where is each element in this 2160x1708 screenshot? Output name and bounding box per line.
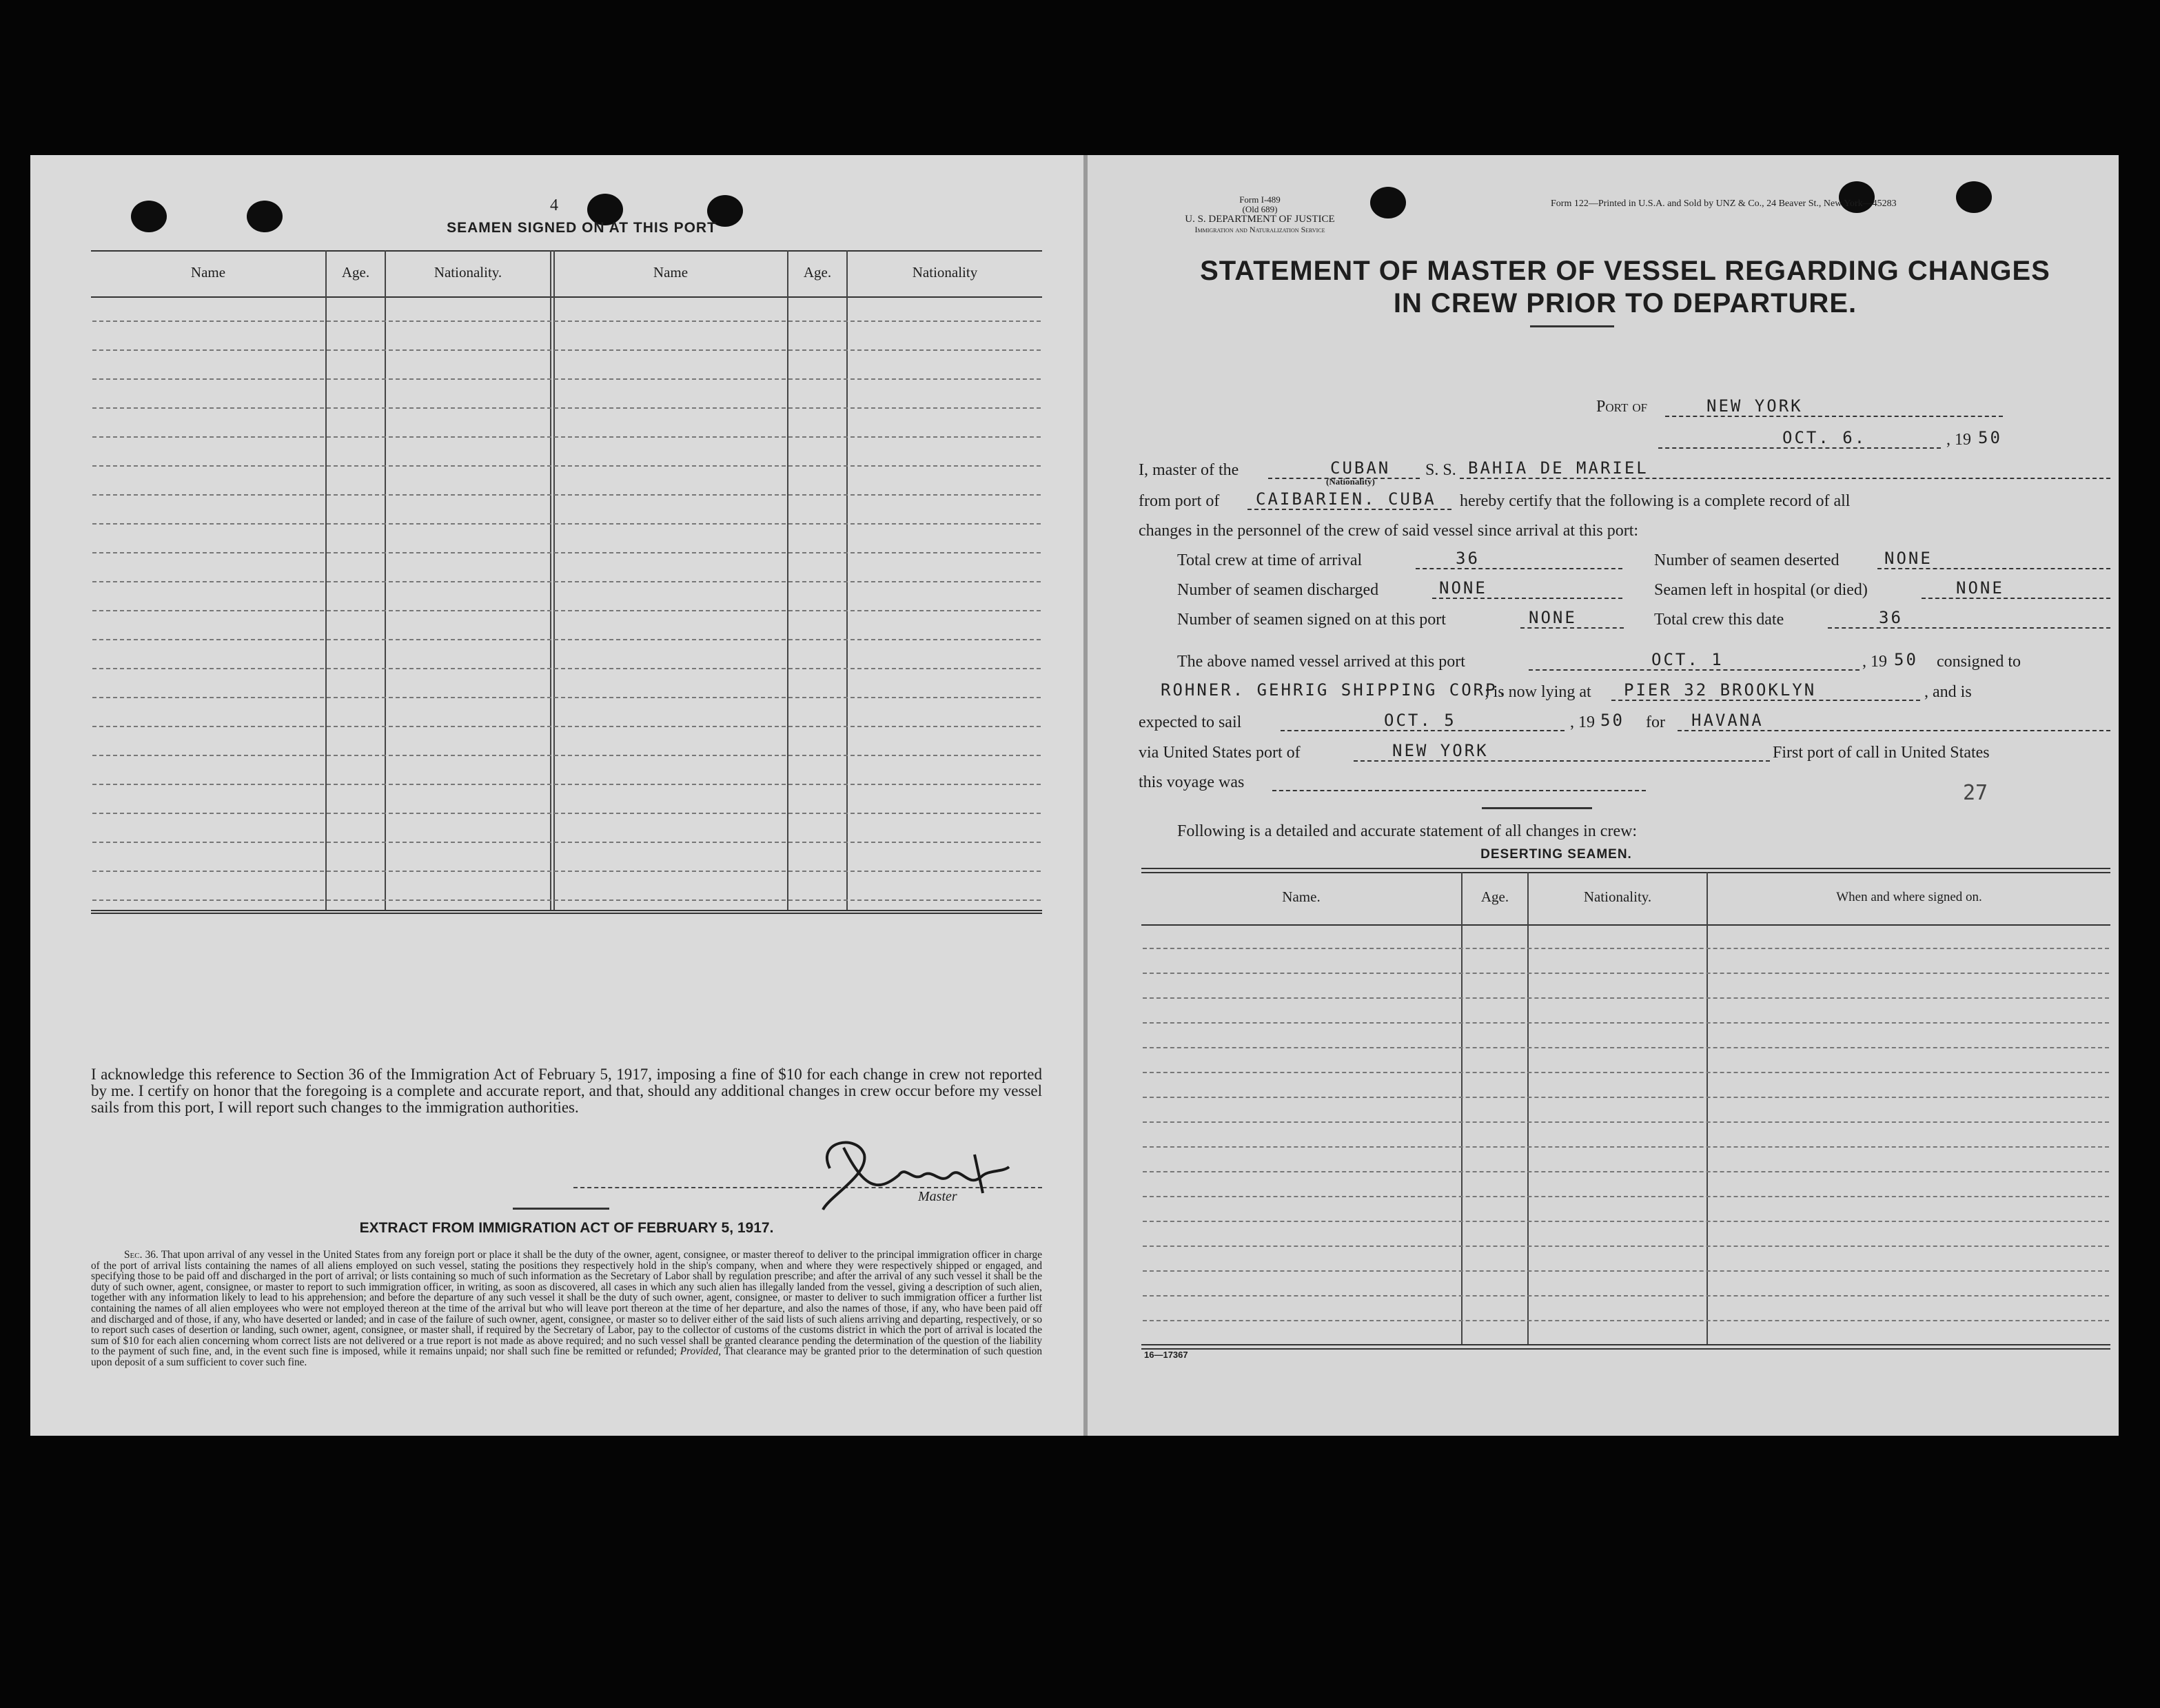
page-number: 4 [550, 196, 558, 214]
table-row [1143, 1246, 2109, 1247]
label-nationality: (Nationality) [1326, 476, 1375, 487]
left-page [30, 155, 1085, 1436]
table-row [1143, 948, 2109, 949]
table-row [92, 321, 1041, 322]
table-row [92, 581, 1041, 582]
table-row [1143, 1022, 2109, 1024]
table-row [92, 610, 1041, 611]
consignee-field[interactable]: ROHNER. GEHRIG SHIPPING CORP. [1161, 680, 1510, 700]
via-port-field[interactable]: NEW YORK [1354, 741, 1770, 762]
acknowledgement-text: I acknowledge this reference to Section 36 of the Immigration Act of February 5, 1917, imposing a fine of $10 for each change in crew not reported by me. I certify on honor that the foregoing is a complete and accurate report, and that, should any additional changes in crew occur before my vessel sails from this port, I will report such changes to the immigration authorities. [91, 1066, 1042, 1116]
table-row [92, 899, 1041, 901]
label-seamen-deserted: Number of seamen deserted [1654, 551, 1840, 569]
table-row [92, 523, 1041, 525]
label-arrived-year-prefix: , 19 [1862, 653, 1887, 671]
nationality-field[interactable]: CUBAN [1268, 458, 1420, 479]
table-row [1143, 1047, 2109, 1048]
table-row [92, 813, 1041, 814]
rtable-header-rule [1141, 924, 2110, 926]
col-header-nationality: Nationality [912, 264, 978, 281]
label-this-voyage: this voyage was [1139, 773, 1245, 791]
label-sail-year-prefix: , 19 [1570, 713, 1595, 731]
rcol-header-signed-on: When and where signed on. [1836, 890, 1982, 904]
label-and-is: , and is [1924, 683, 1972, 701]
label-arrived-at: The above named vessel arrived at this port [1177, 653, 1465, 671]
label-total-crew-date: Total crew this date [1654, 611, 1784, 629]
table-row [92, 639, 1041, 640]
title-underline [1530, 325, 1614, 327]
rcol-header-age: Age. [1480, 888, 1509, 905]
table-row [1143, 1295, 2109, 1297]
punch-hole [131, 201, 167, 232]
table-row [92, 465, 1041, 467]
date-year-field[interactable]: 50 [1978, 428, 2002, 447]
table-row [92, 378, 1041, 380]
table-row [1143, 1121, 2109, 1123]
table-header-rule [91, 296, 1042, 298]
rtable-bottom-rule-2 [1141, 1348, 2110, 1350]
rtable-top-rule [1141, 868, 2110, 869]
label-certify: hereby certify that the following is a complete record of all [1460, 492, 1851, 510]
table-row [1143, 1270, 2109, 1272]
label-from-port: from port of [1139, 492, 1220, 510]
label-year-prefix: , 19 [1946, 431, 1971, 449]
sail-date-field[interactable]: OCT. 5 [1281, 711, 1565, 731]
destination-field[interactable]: HAVANA [1678, 711, 2110, 731]
footer-code: 16—17367 [1144, 1350, 1188, 1360]
rcol-divider [1461, 872, 1463, 1344]
rcol-divider [1527, 872, 1529, 1344]
col-header-nationality: Nationality. [434, 264, 502, 281]
rcol-header-nationality: Nationality. [1583, 888, 1652, 905]
table-row [1143, 1072, 2109, 1073]
table-top-rule [91, 250, 1042, 252]
label-total-crew-arrival: Total crew at time of arrival [1177, 551, 1363, 569]
table-row [92, 668, 1041, 669]
col-header-age: Age. [341, 264, 370, 281]
table-row [92, 726, 1041, 727]
col-header-age: Age. [803, 264, 832, 281]
table-row [92, 436, 1041, 438]
vessel-name-field[interactable]: BAHIA DE MARIEL [1460, 458, 2110, 479]
table-row [1143, 1097, 2109, 1098]
master-label: Master [918, 1189, 957, 1204]
total-crew-date-field[interactable]: 36 [1828, 608, 2110, 629]
label-seamen-discharged: Number of seamen discharged [1177, 581, 1379, 599]
stamp-number: 27 [1963, 781, 1988, 805]
table-bottom-rule [91, 910, 1042, 911]
table-row [1143, 997, 2109, 999]
table-row [1143, 1221, 2109, 1222]
label-first-port-of-call: First port of call in United States [1773, 744, 1990, 762]
rtable-top-rule-2 [1141, 872, 2110, 873]
rtable-bottom-rule [1141, 1344, 2110, 1345]
table-row [92, 407, 1041, 409]
total-crew-arrival-field[interactable]: 36 [1416, 549, 1622, 569]
label-via-port: via United States port of [1139, 744, 1301, 762]
table-row [1143, 973, 2109, 974]
port-field[interactable]: NEW YORK [1665, 396, 2003, 417]
col-header-name: Name [190, 264, 226, 281]
service: Immigration and Naturalization Service [1194, 225, 1325, 234]
deserting-seamen-title: DESERTING SEAMEN. [1480, 847, 1632, 862]
table-row [1143, 1320, 2109, 1321]
sail-year-field[interactable]: 50 [1600, 711, 1624, 730]
col-header-name: Name [653, 264, 689, 281]
date-field[interactable]: OCT. 6. [1658, 428, 1941, 449]
divider-short [513, 1208, 609, 1210]
rcol-header-name: Name. [1282, 888, 1321, 905]
table-row [92, 784, 1041, 785]
label-signed-on: Number of seamen signed on at this port [1177, 611, 1446, 629]
table-row [92, 494, 1041, 496]
signed-on-field[interactable]: NONE [1520, 608, 1624, 629]
divider-mid [1482, 807, 1592, 809]
table-row [1143, 1196, 2109, 1197]
table-row [92, 697, 1041, 698]
printer-note: Form 122—Printed in U.S.A. and Sold by UNZ & Co., 24 Beaver St., New York—45283 [1551, 199, 1897, 209]
table-row [1143, 1146, 2109, 1148]
table-bottom-rule-2 [91, 913, 1042, 914]
label-port-of: Port of [1596, 398, 1648, 416]
table-row [92, 349, 1041, 351]
form-number: Form I-489 [1239, 194, 1281, 205]
extract-title: EXTRACT FROM IMMIGRATION ACT OF FEBRUARY 5, 1917. [359, 1220, 774, 1236]
left-title: SEAMEN SIGNED ON AT THIS PORT [447, 220, 717, 236]
voyage-field[interactable] [1272, 771, 1646, 791]
label-for: for [1646, 713, 1665, 731]
seamen-deserted-field[interactable]: NONE [1877, 549, 2110, 569]
table-row [92, 842, 1041, 843]
extract-text: Sec. 36. That upon arrival of any vessel in the United States from any foreign port or place it shall be the duty of the owner, agent, consignee, or master thereof to deliver to the principal immigration officer in charge of the port of arrival lists containing the names of all aliens employed on such vessel, stating the positions they respectively hold in the ship's company, when and where they were respectively shipped or engaged, and specifying those to be paid off and discharged in the port of arrival; or lists containing so much of such information as the Secretary of Labor shall by regulation prescribe; and after the arrival of any such vessel it shall be the duty of such owner, agent, consignee, or master to report to such immigration officer, in writing, as soon as discovered, all cases in which any such alien has illegally landed from the vessel, giving a description of such alien, together with any information likely to lead to his apprehension; and before the departure of any such vessel it shall be the duty of such owner, agent, consignee, or master to deliver to such immigration officer a further list containing the names of all alien employees who were not employed thereon at the time of the arrival but who will leave port thereon at the time of her departure, and also the names of those, if any, who have been paid off and discharged and of those, if any, who have deserted or landed; and in case of the failure of such owner, agent, consignee, or master so to deliver either of the said lists of such aliens arriving and departing, respectively, or so to report such cases of desertion or landing, such owner, agent, consignee, or master shall, if required by the Secretary of Labor, pay to the collector of customs of the customs district in which the port of arrival is located the sum of $10 for each alien concerning whom correct lists are not delivered or a true report is not made as above required; and no such vessel shall be granted clearance pending the determination of the question of the liability to the payment of such fine, and, in the event such fine is imposed, while it remains unpaid; nor shall such fine be remitted or refunded; Provided, That clearance may be granted prior to the determination of such question upon deposit of a sum sufficient to cover such fine. [91, 1249, 1042, 1368]
table-row [92, 552, 1041, 553]
label-ss: S. S. [1425, 461, 1456, 479]
label-consigned-to: consigned to [1937, 653, 2021, 671]
rcol-divider [1706, 872, 1708, 1344]
label-changes: changes in the personnel of the crew of said vessel since arrival at this port: [1139, 522, 1639, 540]
table-row [1143, 1171, 2109, 1172]
department: U. S. DEPARTMENT OF JUSTICE [1185, 214, 1335, 225]
from-port-field[interactable]: CAIBARIEN. CUBA [1247, 489, 1451, 510]
arrived-year-field[interactable]: 50 [1894, 650, 1918, 669]
table-row [92, 755, 1041, 756]
form-old: (Old 689) [1242, 204, 1278, 214]
label-master-of: I, master of the [1139, 461, 1239, 479]
label-expected-to-sail: expected to sail [1139, 713, 1242, 731]
left-hospital-field[interactable]: NONE [1922, 578, 2110, 599]
punch-hole [247, 201, 283, 232]
form-title: STATEMENT OF MASTER OF VESSEL REGARDING CHANGES IN CREW PRIOR TO DEPARTURE. [1200, 256, 2050, 318]
label-left-hospital: Seamen left in hospital (or died) [1654, 581, 1868, 599]
label-now-lying-at: ; is now lying at [1485, 683, 1591, 701]
arrived-date-field[interactable]: OCT. 1 [1529, 650, 1860, 671]
lying-at-field[interactable]: PIER 32 BROOKLYN [1611, 680, 1920, 701]
seamen-discharged-field[interactable]: NONE [1432, 578, 1622, 599]
table-row [92, 871, 1041, 872]
right-page [1088, 155, 2119, 1436]
label-following: Following is a detailed and accurate statement of all changes in crew: [1177, 822, 1638, 840]
